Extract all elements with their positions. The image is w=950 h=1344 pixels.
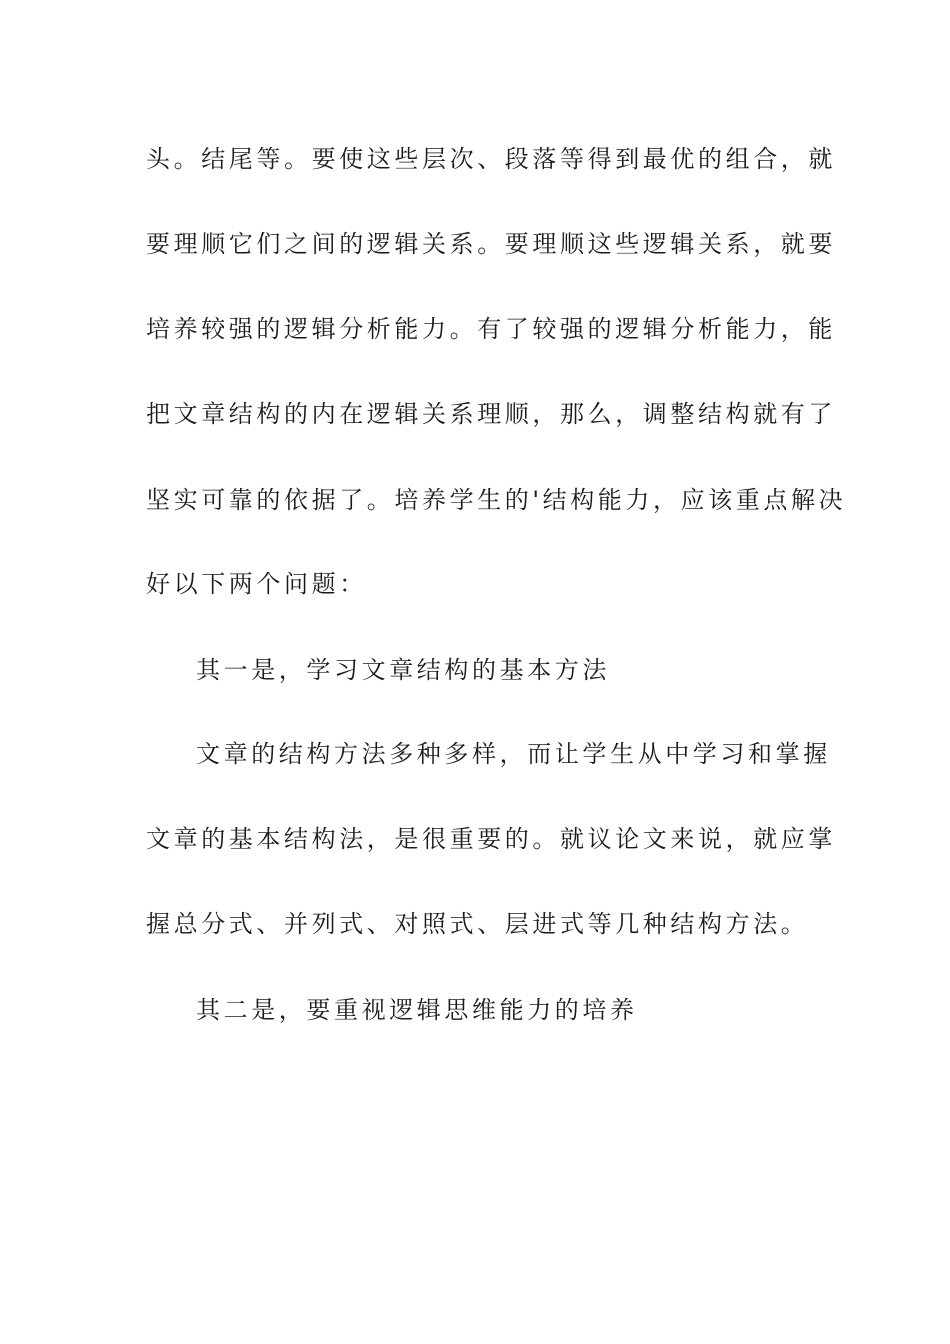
section-heading-2: 其二是，要重视逻辑思维能力的培养 — [196, 996, 638, 1024]
text-line: 好以下两个问题： — [146, 570, 367, 598]
text-line: 头。结尾等。要使这些层次、段落等得到最优的组合，就 — [146, 145, 836, 173]
text-line: 坚实可靠的依据了。培养学生的'结构能力，应该重点解决 — [146, 486, 847, 514]
text-line: 培养较强的逻辑分析能力。有了较强的逻辑分析能力，能 — [146, 315, 836, 343]
text-line: 文章的基本结构法，是很重要的。就议论文来说，就应掌 — [146, 825, 836, 853]
text-line: 把文章结构的内在逻辑关系理顺，那么，调整结构就有了 — [146, 400, 836, 428]
paragraph-start: 文章的结构方法多种多样，而让学生从中学习和掌握 — [196, 740, 831, 768]
text-line: 握总分式、并列式、对照式、层进式等几种结构方法。 — [146, 910, 809, 938]
text-line: 要理顺它们之间的逻辑关系。要理顺这些逻辑关系，就要 — [146, 230, 836, 258]
section-heading-1: 其一是，学习文章结构的基本方法 — [196, 656, 610, 684]
